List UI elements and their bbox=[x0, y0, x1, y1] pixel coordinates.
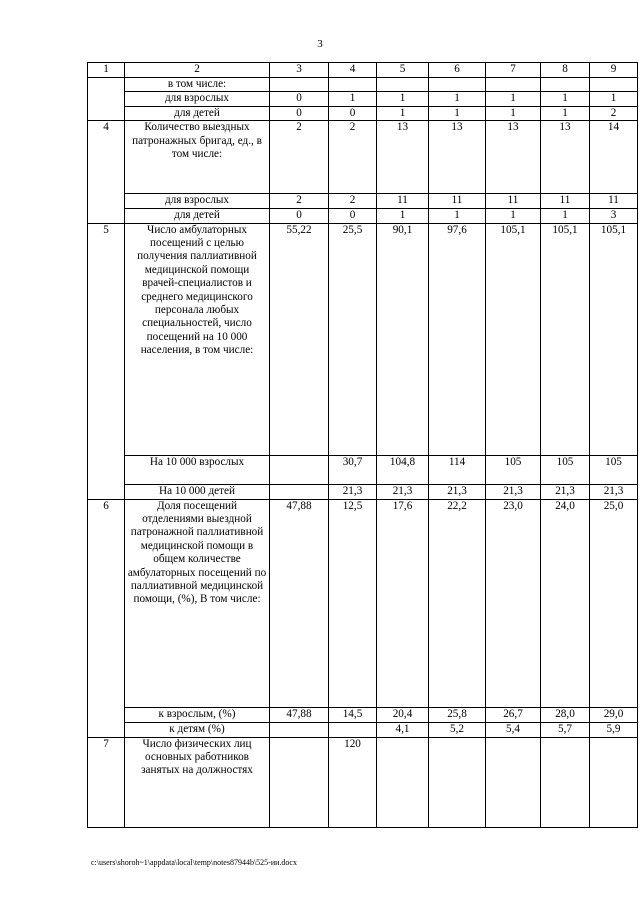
value-cell: 1 bbox=[486, 92, 541, 106]
value-cell: 2 bbox=[270, 194, 329, 208]
value-cell: 1 bbox=[377, 106, 429, 120]
value-cell: 14 bbox=[590, 121, 638, 194]
value-cell: 17,6 bbox=[377, 499, 429, 707]
value-cell: 29,0 bbox=[590, 707, 638, 722]
value-cell: 26,7 bbox=[486, 707, 541, 722]
header-cell: 7 bbox=[486, 63, 541, 78]
value-cell: 21,3 bbox=[590, 484, 638, 499]
value-cell bbox=[377, 78, 429, 92]
footer-file-path: c:\users\shoroh~1\appdata\local\temp\notes87944b\525-ии.docx bbox=[91, 858, 297, 867]
value-cell: 47,88 bbox=[270, 707, 329, 722]
value-cell: 1 bbox=[541, 92, 590, 106]
value-cell: 1 bbox=[486, 106, 541, 120]
row-label-cell: На 10 000 взрослых bbox=[125, 455, 270, 484]
row-number-cell: 5 bbox=[88, 223, 125, 499]
value-cell: 24,0 bbox=[541, 499, 590, 707]
value-cell: 21,3 bbox=[429, 484, 486, 499]
table-row bbox=[88, 707, 638, 722]
row-label-cell: для взрослых bbox=[125, 194, 270, 208]
value-cell: 0 bbox=[329, 208, 377, 223]
header-cell: 6 bbox=[429, 63, 486, 78]
table-row bbox=[88, 121, 638, 194]
data-table bbox=[87, 62, 638, 828]
value-cell bbox=[541, 737, 590, 827]
value-cell: 0 bbox=[270, 208, 329, 223]
row-label-cell: Число физических лиц основных работников занятых на должностях bbox=[125, 737, 270, 827]
table-row bbox=[88, 194, 638, 208]
value-cell bbox=[590, 737, 638, 827]
table-row bbox=[88, 455, 638, 484]
row-label-cell: для детей bbox=[125, 208, 270, 223]
value-cell: 11 bbox=[377, 194, 429, 208]
table-row bbox=[88, 737, 638, 827]
value-cell: 105,1 bbox=[486, 223, 541, 455]
value-cell: 1 bbox=[429, 208, 486, 223]
row-label-cell: в том числе: bbox=[125, 78, 270, 92]
value-cell: 2 bbox=[329, 121, 377, 194]
value-cell: 13 bbox=[377, 121, 429, 194]
table-row bbox=[88, 78, 638, 92]
table-row bbox=[88, 484, 638, 499]
value-cell: 120 bbox=[329, 737, 377, 827]
value-cell: 21,3 bbox=[541, 484, 590, 499]
value-cell: 55,22 bbox=[270, 223, 329, 455]
value-cell: 20,4 bbox=[377, 707, 429, 722]
table-row bbox=[88, 92, 638, 106]
value-cell: 4,1 bbox=[377, 722, 429, 737]
value-cell: 3 bbox=[590, 208, 638, 223]
value-cell: 0 bbox=[270, 106, 329, 120]
value-cell: 13 bbox=[486, 121, 541, 194]
value-cell: 13 bbox=[541, 121, 590, 194]
table-row bbox=[88, 722, 638, 737]
value-cell: 25,5 bbox=[329, 223, 377, 455]
value-cell: 1 bbox=[429, 92, 486, 106]
value-cell: 105 bbox=[541, 455, 590, 484]
value-cell: 25,0 bbox=[590, 499, 638, 707]
value-cell: 11 bbox=[486, 194, 541, 208]
value-cell: 2 bbox=[270, 121, 329, 194]
value-cell: 114 bbox=[429, 455, 486, 484]
table-row bbox=[88, 499, 638, 707]
value-cell bbox=[270, 78, 329, 92]
row-number-cell: 6 bbox=[88, 499, 125, 737]
value-cell: 21,3 bbox=[329, 484, 377, 499]
value-cell: 104,8 bbox=[377, 455, 429, 484]
value-cell: 1 bbox=[541, 106, 590, 120]
value-cell: 5,7 bbox=[541, 722, 590, 737]
value-cell: 1 bbox=[329, 92, 377, 106]
value-cell: 1 bbox=[429, 106, 486, 120]
value-cell: 2 bbox=[590, 106, 638, 120]
value-cell: 97,6 bbox=[429, 223, 486, 455]
header-cell: 2 bbox=[125, 63, 270, 78]
value-cell: 30,7 bbox=[329, 455, 377, 484]
value-cell bbox=[270, 455, 329, 484]
value-cell: 1 bbox=[486, 208, 541, 223]
row-label-cell: к взрослым, (%) bbox=[125, 707, 270, 722]
value-cell: 1 bbox=[590, 92, 638, 106]
value-cell: 90,1 bbox=[377, 223, 429, 455]
value-cell: 105,1 bbox=[590, 223, 638, 455]
value-cell: 2 bbox=[329, 194, 377, 208]
value-cell: 12,5 bbox=[329, 499, 377, 707]
value-cell bbox=[270, 484, 329, 499]
value-cell bbox=[429, 737, 486, 827]
value-cell: 28,0 bbox=[541, 707, 590, 722]
value-cell: 105 bbox=[590, 455, 638, 484]
header-cell: 8 bbox=[541, 63, 590, 78]
value-cell bbox=[377, 737, 429, 827]
row-number-cell: 7 bbox=[88, 737, 125, 827]
value-cell: 21,3 bbox=[377, 484, 429, 499]
value-cell: 47,88 bbox=[270, 499, 329, 707]
table-row bbox=[88, 208, 638, 223]
value-cell: 1 bbox=[377, 208, 429, 223]
row-label-cell: Число амбулаторных посещений с целью получения паллиативной медицинской помощи врачей-специалистов и среднего медицинского персонала любых специальностей, число посещений на 10 000 населения, в том числе: bbox=[125, 223, 270, 455]
value-cell: 1 bbox=[377, 92, 429, 106]
value-cell bbox=[329, 78, 377, 92]
value-cell: 22,2 bbox=[429, 499, 486, 707]
value-cell: 11 bbox=[541, 194, 590, 208]
header-cell: 4 bbox=[329, 63, 377, 78]
header-cell: 3 bbox=[270, 63, 329, 78]
value-cell: 5,4 bbox=[486, 722, 541, 737]
value-cell bbox=[329, 722, 377, 737]
page-number: 3 bbox=[317, 38, 323, 50]
row-label-cell: к детям (%) bbox=[125, 722, 270, 737]
row-label-cell: для взрослых bbox=[125, 92, 270, 106]
value-cell bbox=[541, 78, 590, 92]
value-cell: 21,3 bbox=[486, 484, 541, 499]
table-row bbox=[88, 106, 638, 120]
value-cell bbox=[486, 78, 541, 92]
value-cell: 23,0 bbox=[486, 499, 541, 707]
value-cell: 1 bbox=[541, 208, 590, 223]
value-cell: 11 bbox=[590, 194, 638, 208]
value-cell bbox=[270, 722, 329, 737]
header-cell: 5 bbox=[377, 63, 429, 78]
row-number-cell bbox=[88, 78, 125, 121]
value-cell: 13 bbox=[429, 121, 486, 194]
value-cell bbox=[590, 78, 638, 92]
header-cell: 9 bbox=[590, 63, 638, 78]
row-label-cell: Количество выездных патронажных бригад, ед., в том числе: bbox=[125, 121, 270, 194]
table-row bbox=[88, 223, 638, 455]
value-cell: 5,2 bbox=[429, 722, 486, 737]
row-label-cell: Доля посещений отделениями выездной патронажной паллиативной медицинской помощи в общем количестве амбулаторных посещений по паллиативной медицинской помощи, (%), В том числе: bbox=[125, 499, 270, 707]
header-cell: 1 bbox=[88, 63, 125, 78]
value-cell: 5,9 bbox=[590, 722, 638, 737]
row-number-cell: 4 bbox=[88, 121, 125, 223]
row-label-cell: для детей bbox=[125, 106, 270, 120]
value-cell bbox=[486, 737, 541, 827]
value-cell bbox=[270, 737, 329, 827]
table-body bbox=[88, 63, 638, 828]
table-header-row bbox=[88, 63, 638, 78]
value-cell: 25,8 bbox=[429, 707, 486, 722]
value-cell: 0 bbox=[270, 92, 329, 106]
value-cell: 105 bbox=[486, 455, 541, 484]
value-cell: 11 bbox=[429, 194, 486, 208]
value-cell: 105,1 bbox=[541, 223, 590, 455]
value-cell: 14,5 bbox=[329, 707, 377, 722]
row-label-cell: На 10 000 детей bbox=[125, 484, 270, 499]
value-cell: 0 bbox=[329, 106, 377, 120]
value-cell bbox=[429, 78, 486, 92]
